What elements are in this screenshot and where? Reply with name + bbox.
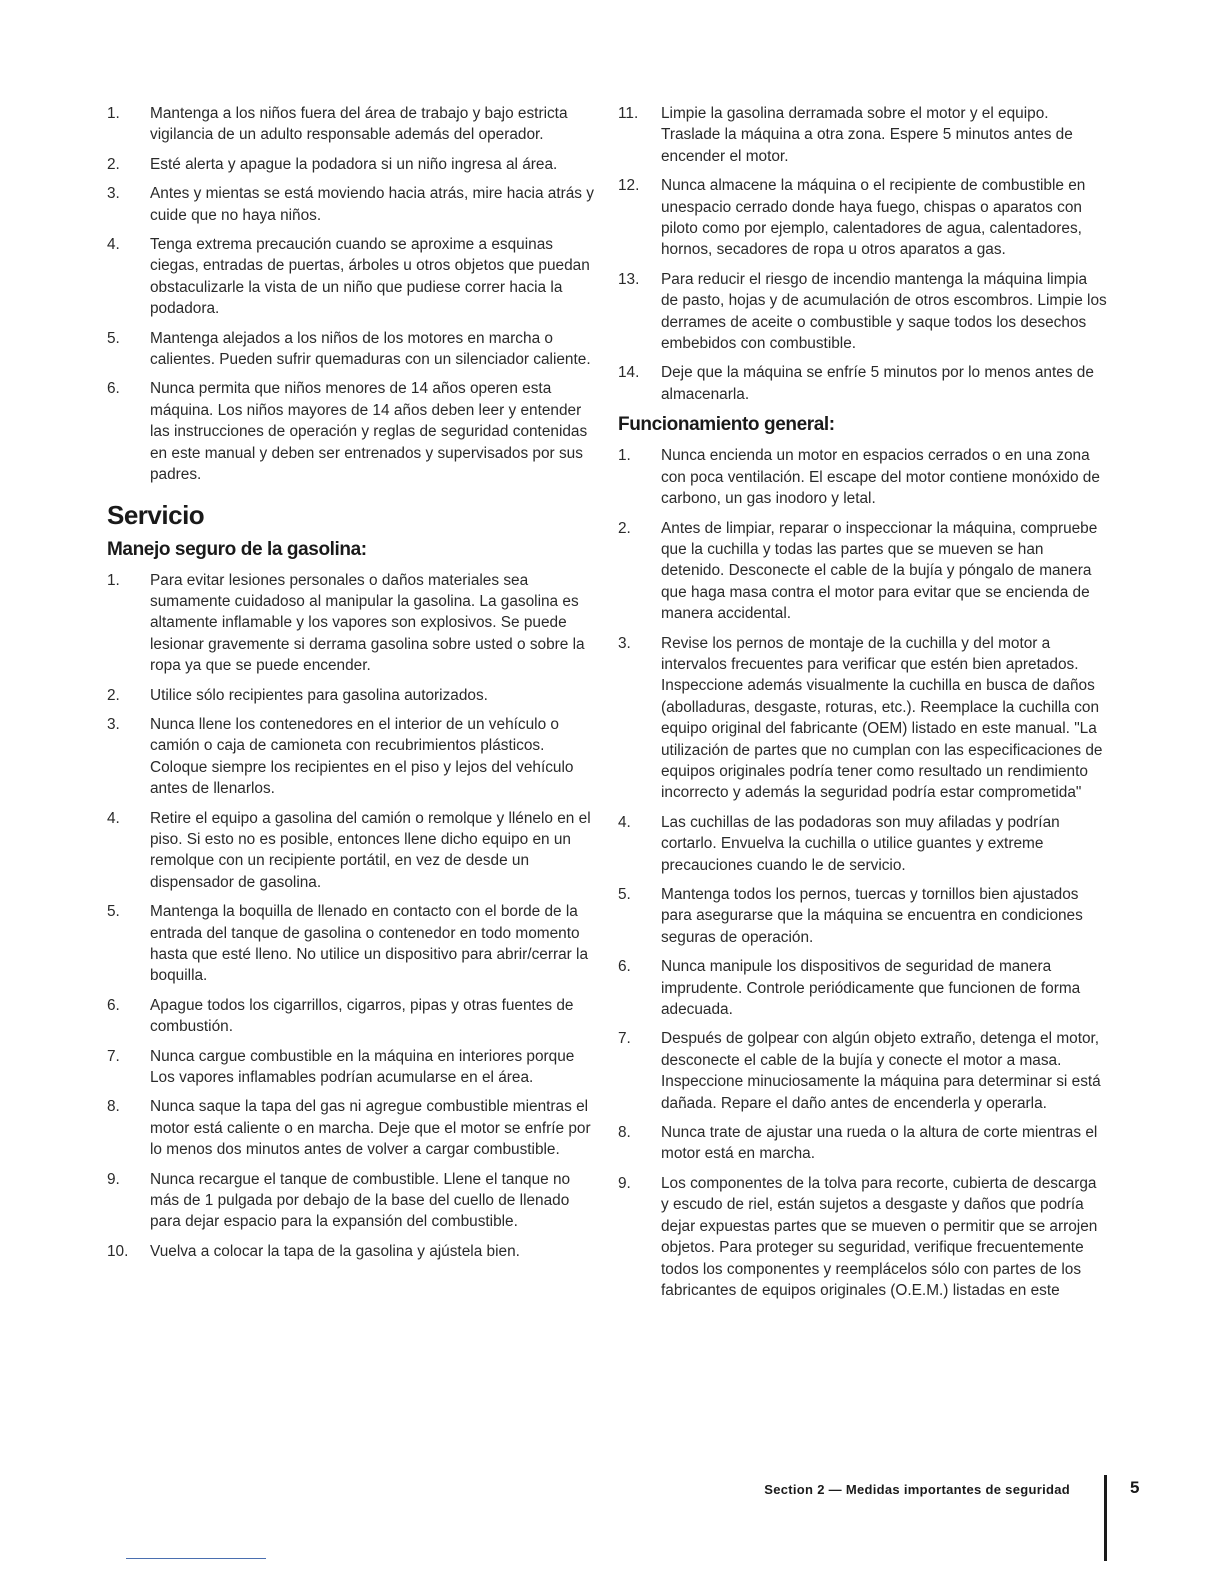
item-number: 13. bbox=[618, 270, 640, 288]
item-number: 2. bbox=[107, 686, 120, 704]
list-item bbox=[618, 518, 1108, 625]
item-number: 1. bbox=[107, 105, 120, 122]
fuel-handling-heading: Manejo seguro de la gasolina: bbox=[107, 538, 367, 560]
list-item bbox=[107, 1096, 597, 1160]
item-text: Mantenga alejados a los niños de los motores en marcha o calientes. Pueden sufrir quemaduras con un silenciador caliente. bbox=[150, 329, 591, 369]
list-item bbox=[107, 183, 597, 226]
item-text: Nunca saque la tapa del gas ni agregue combustible mientras el motor está caliente o en marcha. Deje que el motor se enfríe por lo menos dos minutos antes de volver a cargar combustible. bbox=[150, 1098, 591, 1159]
list-item bbox=[107, 1169, 597, 1233]
item-number: 4. bbox=[107, 809, 120, 827]
item-text: Nunca recargue el tanque de combustible. Llene el tanque no más de 1 pulgada por debajo de la base del cuello de llenado para dejar espacio para la expansión del combustible. bbox=[150, 1170, 571, 1231]
list-item bbox=[618, 812, 1108, 876]
left-column bbox=[107, 103, 597, 1270]
item-text: Limpie la gasolina derramada sobre el motor y el equipo. Traslade la máquina a otra zona. Espere 5 minutos antes de encender el motor. bbox=[661, 105, 1073, 165]
item-text: Antes de limpiar, reparar o inspeccionar la máquina, compruebe que la cuchilla y todas las partes que se mueven se han detenido. Desconecte el cable de la bujía y póngalo de manera que haga masa contra el motor para evitar que se encienda de manera accidental. bbox=[661, 519, 1098, 623]
item-text: Los componentes de la tolva para recorte, cubierta de descarga y escudo de riel, están sujetos a desgaste y daños que podría dejar expuestas partes que se mueven o permitir que se arrojen objetos. Para proteger su seguridad, verifique frecuentemente todos los componentes y reemplácelos sólo con partes de los fabricantes de equipos originales (O.E.M.) listadas en este bbox=[661, 1174, 1098, 1299]
footer-divider bbox=[1104, 1475, 1107, 1561]
list-item bbox=[618, 103, 1108, 167]
item-text: Mantenga a los niños fuera del área de trabajo y bajo estricta vigilancia de un adulto responsable además del operador. bbox=[150, 105, 568, 144]
list-item bbox=[618, 956, 1108, 1020]
item-number: 8. bbox=[107, 1098, 120, 1116]
footer-section-label: Section 2 — Medidas importantes de seguridad bbox=[764, 1482, 1070, 1497]
list-item bbox=[618, 1028, 1108, 1114]
list-item bbox=[107, 995, 597, 1038]
item-number: 9. bbox=[107, 1170, 120, 1188]
item-text: Nunca manipule los dispositivos de seguridad de manera imprudente. Controle periódicamente que funcionen de forma adecuada. bbox=[661, 958, 1081, 1019]
item-number: 2. bbox=[107, 155, 120, 173]
item-text: Nunca almacene la máquina o el recipiente de combustible en unespacio cerrado donde haya fuego, chispas o aparatos con piloto como por ejemplo, calentadores de agua, calentadores, hornos, secadores de ropa u otros aparatos a gas. bbox=[661, 177, 1086, 259]
service-heading: Servicio bbox=[107, 499, 205, 530]
children-safety-list bbox=[107, 103, 597, 486]
list-item bbox=[107, 328, 597, 371]
list-item bbox=[107, 570, 597, 677]
item-text: Retire el equipo a gasolina del camión o remolque y llénelo en el piso. Si esto no es posible, entonces llene dicho equipo en un remolque con un recipiente portátil, en vez de desde un dispensador de gasolina. bbox=[150, 809, 591, 891]
item-text: Deje que la máquina se enfríe 5 minutos por lo menos antes de almacenarla. bbox=[661, 364, 1094, 403]
list-item bbox=[618, 1173, 1108, 1301]
item-number: 3. bbox=[107, 185, 120, 203]
item-number: 10. bbox=[107, 1242, 129, 1260]
page-number: 5 bbox=[1130, 1478, 1140, 1497]
item-text: Nunca llene los contenedores en el interior de un vehículo o camión o caja de camioneta con recubrimientos plásticos. Coloque siempre los recipientes en el piso y lejos del vehículo antes de llenarlos. bbox=[150, 715, 574, 798]
item-text: Tenga extrema precaución cuando se aproxime a esquinas ciegas, entradas de puertas, árboles u otros objetos que puedan obstaculizarle la vista de un niño que pudiese correr hacia la podadora. bbox=[150, 236, 590, 318]
item-number: 1. bbox=[618, 447, 631, 465]
list-item bbox=[107, 378, 597, 485]
list-item bbox=[107, 808, 597, 894]
list-item bbox=[618, 445, 1108, 509]
list-item bbox=[107, 234, 597, 320]
item-number: 9. bbox=[618, 1174, 631, 1192]
list-item bbox=[618, 175, 1108, 261]
general-operation-heading: Funcionamiento general: bbox=[618, 414, 835, 436]
item-number: 4. bbox=[107, 236, 120, 254]
list-item bbox=[618, 884, 1108, 948]
fuel-handling-list bbox=[107, 570, 597, 1263]
list-item bbox=[107, 685, 597, 706]
list-item bbox=[618, 1122, 1108, 1165]
item-text: Nunca permita que niños menores de 14 años operen esta máquina. Los niños mayores de 14 años deben leer y entender las instrucciones de operación y reglas de seguridad contenidas en este manual y deben ser entrenados y supervisados por sus padres. bbox=[150, 380, 588, 484]
item-number: 4. bbox=[618, 813, 631, 831]
item-text: Vuelva a colocar la tapa de la gasolina y ajústela bien. bbox=[150, 1242, 520, 1260]
item-number: 2. bbox=[618, 519, 631, 537]
item-number: 5. bbox=[618, 886, 631, 903]
item-number: 11. bbox=[618, 105, 639, 122]
item-number: 3. bbox=[107, 715, 120, 733]
list-item bbox=[618, 362, 1108, 405]
item-number: 5. bbox=[107, 903, 120, 921]
item-number: 8. bbox=[618, 1124, 631, 1142]
item-number: 14. bbox=[618, 364, 640, 382]
item-text: Esté alerta y apague la podadora si un niño ingresa al área. bbox=[150, 155, 558, 173]
item-number: 7. bbox=[107, 1047, 120, 1065]
item-number: 1. bbox=[107, 571, 120, 589]
item-number: 5. bbox=[107, 329, 120, 347]
fuel-handling-list-continued bbox=[618, 103, 1108, 405]
item-number: 6. bbox=[618, 958, 631, 976]
item-number: 7. bbox=[618, 1030, 631, 1048]
item-text: Las cuchillas de las podadoras son muy afiladas y podrían cortarlo. Envuelva la cuchilla o utilice guantes y extreme precauciones cuando le de servicio. bbox=[661, 813, 1060, 874]
item-text: Para evitar lesiones personales o daños materiales sea sumamente cuidadoso al manipular la gasolina. La gasolina es altamente inflamable y los vapores son explosivos. Se puede lesionar gravemente si derrama gasolina sobre usted o sobre la ropa ya que se puede encender. bbox=[150, 571, 585, 675]
item-text: Revise los pernos de montaje de la cuchilla y del motor a intervalos frecuentes para verificar que estén bien apretados. Inspeccione además visualmente la cuchilla en busca de daños (abolladuras, desgaste, roturas, etc.). Reemplace la cuchilla con equipo original del fabricante (OEM) listado en este manual. "La utilización de partes que no cumplan con las especificaciones de equipos originales podría tener como resultado un rendimiento incorrecto y además la seguridad podría estar comprometida" bbox=[661, 634, 1103, 802]
item-text: Mantenga todos los pernos, tuercas y tornillos bien ajustados para asegurarse que la máquina se encuentra en condiciones seguras de operación. bbox=[661, 886, 1083, 946]
item-number: 6. bbox=[107, 380, 120, 398]
item-text: Nunca cargue combustible en la máquina en interiores porque Los vapores inflamables podrían acumularse en el área. bbox=[150, 1047, 575, 1087]
list-item bbox=[107, 154, 597, 175]
item-text: Nunca trate de ajustar una rueda o la altura de corte mientras el motor está en marcha. bbox=[661, 1124, 1098, 1163]
list-item bbox=[107, 103, 597, 146]
list-item bbox=[107, 714, 597, 800]
list-item bbox=[107, 1241, 597, 1262]
item-text: Mantenga la boquilla de llenado en contacto con el borde de la entrada del tanque de gasolina o contenedor en todo momento hasta que esté lleno. No utilice un dispositivo para abrir/cerrar la boquilla. bbox=[150, 903, 589, 985]
list-item bbox=[618, 269, 1108, 355]
item-number: 6. bbox=[107, 996, 120, 1014]
item-text: Utilice sólo recipientes para gasolina autorizados. bbox=[150, 686, 488, 704]
list-item bbox=[107, 901, 597, 987]
general-operation-list bbox=[618, 445, 1108, 1301]
item-number: 12. bbox=[618, 177, 640, 195]
bottom-rule bbox=[126, 1558, 266, 1559]
list-item bbox=[618, 633, 1108, 804]
item-text: Apague todos los cigarrillos, cigarros, pipas y otras fuentes de combustión. bbox=[150, 996, 574, 1036]
item-text: Para reducir el riesgo de incendio mantenga la máquina limpia de pasto, hojas y de acumulación de otros escombros. Limpie los derrames de aceite o combustible y saque todos los desechos embebidos con combustible. bbox=[661, 270, 1107, 353]
item-number: 3. bbox=[618, 634, 631, 652]
list-item bbox=[107, 1046, 597, 1089]
item-text: Nunca encienda un motor en espacios cerrados o en una zona con poca ventilación. El escape del motor contiene monóxido de carbono, un gas inodoro y letal. bbox=[661, 447, 1100, 508]
right-column bbox=[618, 103, 1108, 1309]
item-text: Antes y mientas se está moviendo hacia atrás, mire hacia atrás y cuide que no haya niños. bbox=[150, 185, 594, 224]
item-text: Después de golpear con algún objeto extraño, detenga el motor, desconecte el cable de la bujía y conecte el motor a masa. Inspeccione minuciosamente la máquina para determinar si está dañada. Repare el daño antes de encenderla y operarla. bbox=[661, 1030, 1101, 1112]
